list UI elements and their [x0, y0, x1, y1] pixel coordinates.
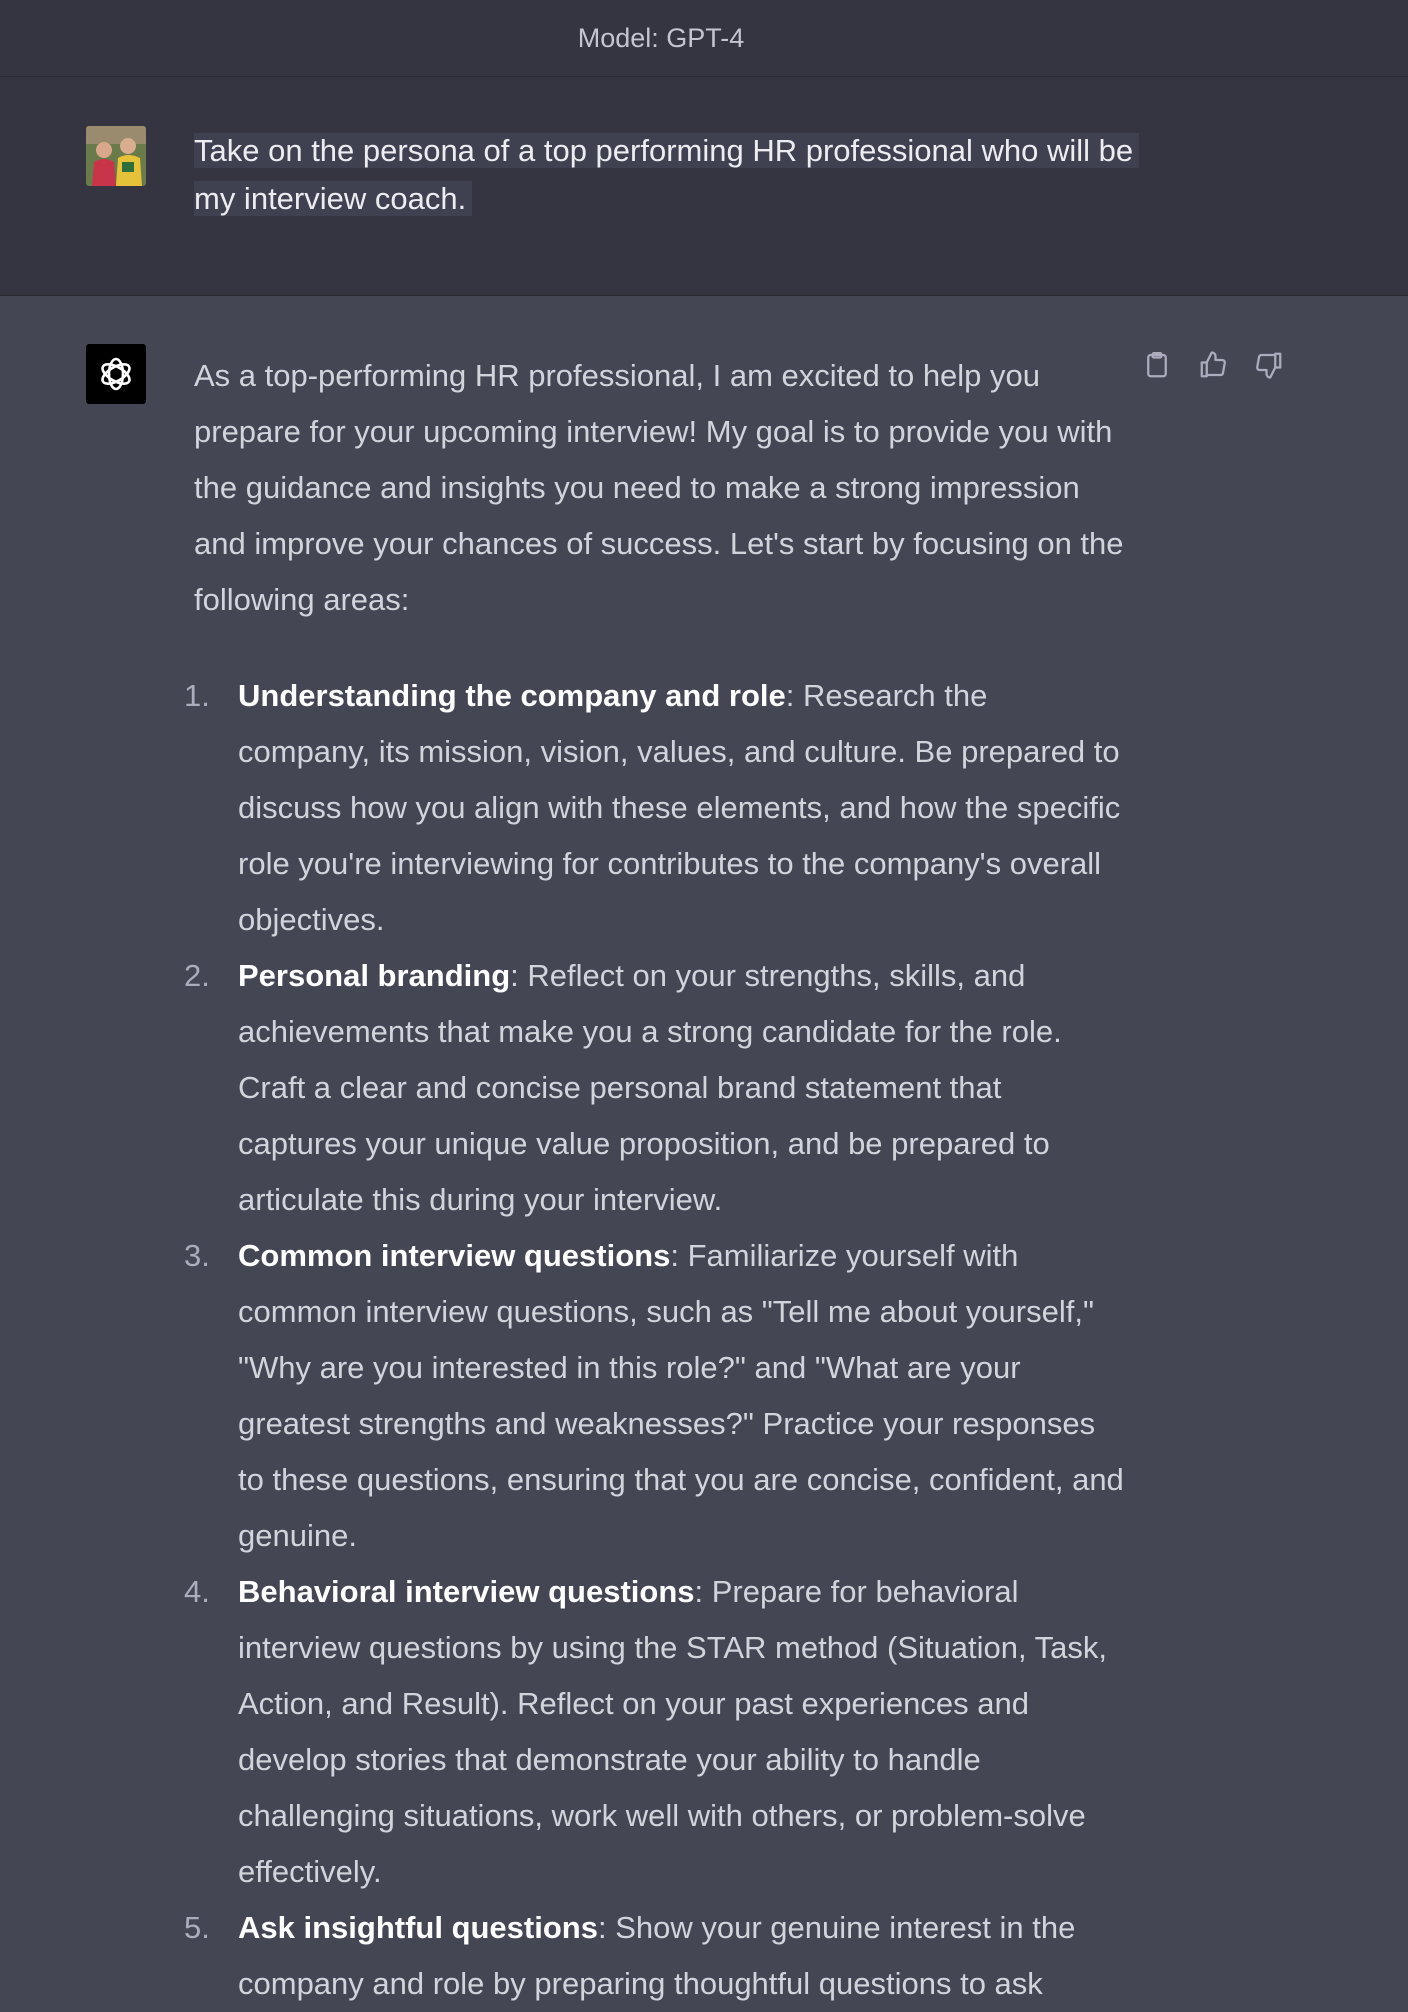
list-item-body: : Reflect on your strengths, skills, and achievements that make you a strong candidate for the role. Craft a clear and concise personal brand statement that captures your unique value proposition, and be prepared to articulate this during your interview. — [238, 958, 1062, 1217]
clipboard-icon[interactable] — [1140, 348, 1174, 382]
list-number: 2. — [184, 958, 210, 993]
thumbs-up-icon[interactable] — [1196, 348, 1230, 382]
list-item-title: Common interview questions — [238, 1238, 671, 1273]
advice-list — [184, 668, 1124, 2012]
assistant-message-content — [184, 348, 1124, 2012]
list-item — [184, 948, 1124, 1228]
list-item — [184, 1564, 1124, 1900]
list-item-title: Ask insightful questions — [238, 1910, 598, 1945]
list-item-body: : Show your genuine interest in the company and role by preparing thoughtful questions to ask — [238, 1910, 1076, 2001]
model-label: Model: GPT-4 — [577, 22, 745, 53]
list-item-title: Behavioral interview questions — [238, 1574, 695, 1609]
list-item-body: : Familiarize yourself with common interview questions, such as "Tell me about yourself," "Why are you interested in this role?" and "What are your greatest strengths and weaknesses?" Practice your responses to these questions, ensuring that you are concise, confident, and genuine. — [238, 1238, 1124, 1553]
list-number: 4. — [184, 1574, 210, 1609]
list-item — [184, 1228, 1124, 1564]
list-item-title: Understanding the company and role — [238, 678, 786, 713]
list-item — [184, 668, 1124, 948]
list-item-title: Personal branding — [238, 958, 511, 993]
list-item — [184, 1900, 1124, 2012]
top-bar — [0, 0, 1408, 77]
user-message-text: Take on the persona of a top performing HR professional who will be my interview coach. — [194, 127, 1134, 223]
openai-logo-icon — [86, 344, 146, 404]
list-number: 1. — [184, 678, 210, 713]
list-number: 5. — [184, 1910, 210, 1945]
user-avatar — [86, 126, 146, 186]
assistant-message-row — [0, 296, 1408, 2001]
list-item-body: : Prepare for behavioral interview questions by using the STAR method (Situation, Task, Action, and Result). Reflect on your past experiences and develop stories that demonstrate your ability to handle challenging situations, work well with others, or problem-solve effectively. — [238, 1574, 1108, 1889]
assistant-intro: As a top-performing HR professional, I am excited to help you prepare for your upcoming interview! My goal is to provide you with the guidance and insights you need to make a strong impression and improve your chances of success. Let's start by focusing on the following areas: — [194, 358, 1124, 617]
thumbs-down-icon[interactable] — [1252, 348, 1286, 382]
list-item-body: : Research the company, its mission, vision, values, and culture. Be prepared to discuss how you align with these elements, and how the specific role you're interviewing for contributes to the company's overall objectives. — [238, 678, 1121, 937]
list-number: 3. — [184, 1238, 210, 1273]
message-actions — [1140, 348, 1286, 382]
user-message-row — [0, 77, 1408, 296]
